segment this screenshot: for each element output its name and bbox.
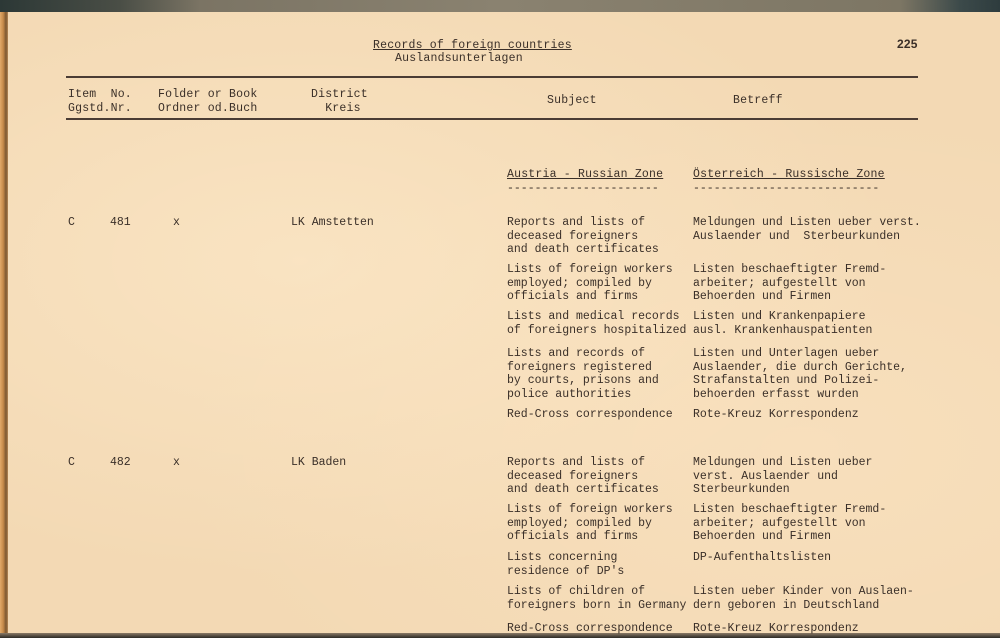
record-subject: Reports and lists of deceased foreigners and death certificates [507, 216, 659, 256]
record-subject: Lists of foreign workers employed; compiled by officials and firms [507, 503, 673, 543]
column-header-item-no: Item No. Ggstd.Nr. [68, 88, 132, 115]
record-betreff: Listen ueber Kinder von Auslaen- dern geboren in Deutschland [693, 585, 914, 612]
column-header-betreff: Betreff [733, 94, 783, 107]
record-betreff: Listen und Unterlagen ueber Auslaender, die durch Gerichte, Strafanstalten und Polizei- behoerden erfasst wurden [693, 347, 907, 401]
entry-district: LK Amstetten [291, 216, 374, 229]
record-subject: Red-Cross correspondence [507, 622, 673, 635]
record-betreff: Rote-Kreuz Korrespondenz [693, 622, 859, 635]
column-header-folder: Folder or Book Ordner od.Buch [158, 88, 258, 115]
entry-number: 481 [110, 216, 131, 229]
page-binding-edge [0, 12, 8, 638]
record-betreff: Meldungen und Listen ueber verst. Auslaender und Sterbeurkunden [693, 456, 873, 496]
record-betreff: Listen beschaeftigter Fremd- arbeiter; aufgestellt von Behoerden und Firmen [693, 503, 887, 543]
entry-folder: x [173, 216, 180, 229]
section-heading-betreff: Österreich - Russische Zone [693, 168, 885, 181]
page-subtitle: Auslandsunterlagen [395, 52, 523, 65]
entry-district: LK Baden [291, 456, 347, 469]
entry-item: C [68, 456, 75, 469]
record-subject: Lists of foreign workers employed; compiled by officials and firms [507, 263, 673, 303]
page-title: Records of foreign countries [373, 39, 572, 52]
record-betreff: DP-Aufenthaltslisten [693, 551, 832, 564]
section-underline-betreff: --------------------------- [693, 182, 880, 195]
record-subject: Lists and medical records of foreigners hospitalized [507, 310, 687, 337]
entry-item: C [68, 216, 75, 229]
record-subject: Red-Cross correspondence [507, 408, 673, 421]
record-subject: Lists of children of foreigners born in Germany [507, 585, 687, 612]
record-subject: Lists concerning residence of DP's [507, 551, 625, 578]
entry-number: 482 [110, 456, 131, 469]
record-betreff: Listen und Krankenpapiere ausl. Krankenhauspatienten [693, 310, 873, 337]
page-number: 225 [897, 37, 918, 51]
record-subject: Reports and lists of deceased foreigners and death certificates [507, 456, 659, 496]
entry-folder: x [173, 456, 180, 469]
header-bottom-rule [66, 118, 918, 120]
record-betreff: Rote-Kreuz Korrespondenz [693, 408, 859, 421]
column-header-subject: Subject [547, 94, 597, 107]
record-betreff: Meldungen und Listen ueber verst. Auslaender und Sterbeurkunden [693, 216, 921, 243]
section-heading-subject: Austria - Russian Zone [507, 168, 664, 181]
section-underline-subject: ---------------------- [507, 182, 659, 195]
header-top-rule [66, 76, 918, 78]
record-subject: Lists and records of foreigners registered by courts, prisons and police authorities [507, 347, 659, 401]
record-betreff: Listen beschaeftigter Fremd- arbeiter; aufgestellt von Behoerden und Firmen [693, 263, 887, 303]
column-header-district: District Kreis [311, 88, 368, 115]
